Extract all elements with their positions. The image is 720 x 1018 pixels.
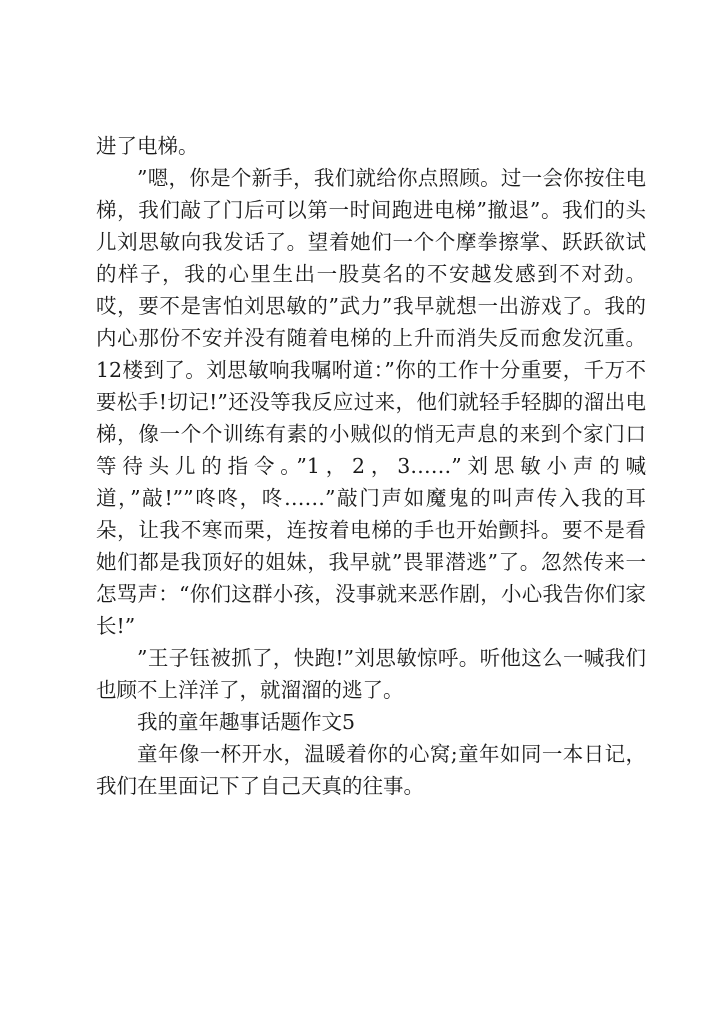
document-body (96, 130, 646, 802)
essay-heading: 我的童年趣事话题作文5 (137, 710, 356, 734)
paragraph-continuation: 进了电梯。 (96, 134, 199, 158)
paragraph-childhood: 童年像一杯开水，温暖着你的心窝;童年如同一本日记，我们在里面记下了自己天真的往事。 (96, 742, 646, 798)
paragraph-story: ”嗯，你是个新手，我们就给你点照顾。过一会你按住电梯，我们敲了门后可以第一时间跑进电梯”撤退”。我们的头儿刘思敏向我发话了。望着她们一个个摩拳擦掌、跃跃欲试的样子，我的心里生出一股莫名的不安越发感到不对劲。哎，要不是害怕刘思敏的”武力”我早就想一出游戏了。我的内心那份不安并没有随着电梯的上升而消失反而愈发沉重。12楼到了。刘思敏响我嘱咐道：”你的工作十分重要，千万不要松手!切记!”还没等我反应过来，他们就轻手轻脚的溜出电梯，像一个个训练有素的小贼似的悄无声息的来到个家门口等待头儿的指令。”1，2，3……”刘思敏小声的喊道，”敲!””咚咚，咚……”敲门声如魔鬼的叫声传入我的耳朵，让我不寒而栗，连按着电梯的手也开始颤抖。要不是看她们都是我顶好的姐妹，我早就”畏罪潜逃”了。忽然传来一怎骂声：“你们这群小孩，没事就来恶作剧，小心我告你们家长!” (96, 166, 646, 638)
paragraph-escape: ”王子钰被抓了，快跑!”刘思敏惊呼。听他这么一喊我们也顾不上洋洋了，就溜溜的逃了。 (96, 646, 646, 702)
